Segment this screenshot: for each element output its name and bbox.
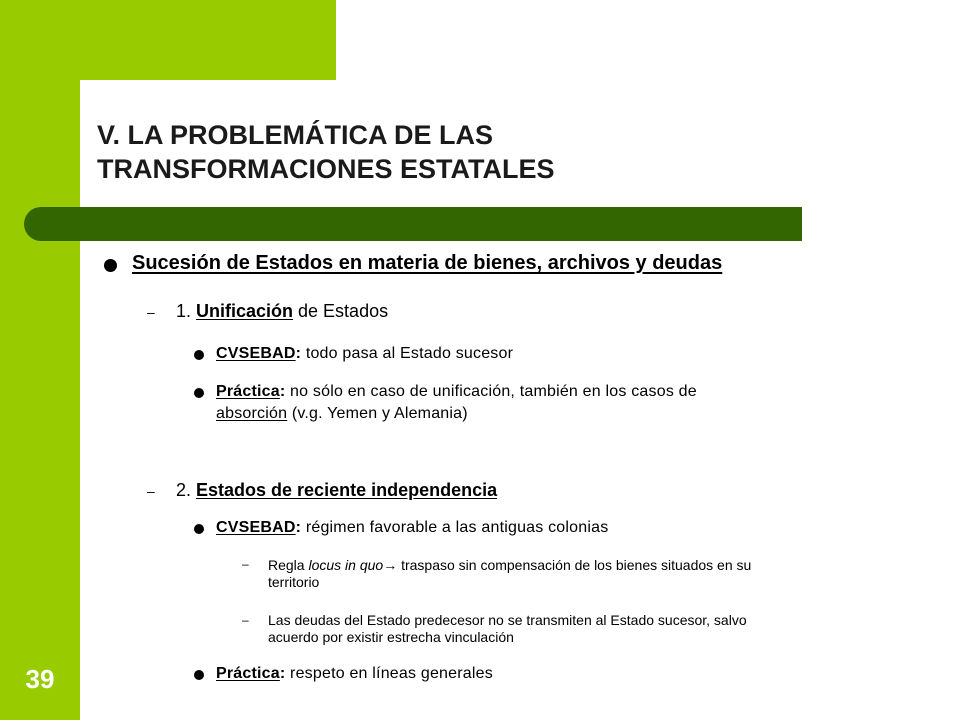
main-heading: Sucesión de Estados en materia de bienes, archivos y deudas — [132, 252, 723, 274]
term-colon: : — [295, 519, 302, 536]
sub-prefix: Regla — [268, 557, 309, 573]
slide-title-line-2: TRANSFORMACIONES ESTATALES — [97, 154, 555, 184]
section-1-item-1 — [216, 345, 513, 363]
term-practica: Práctica — [216, 383, 280, 400]
term-colon: : — [279, 665, 286, 682]
item-text: todo pasa al Estado sucesor — [301, 345, 514, 362]
section-2-sub-2-line-2: acuerdo por existir estrecha vinculación — [268, 629, 514, 645]
bullet-dot — [194, 388, 204, 398]
section-1-heading — [176, 301, 388, 322]
dash-marker: – — [242, 613, 249, 627]
locus-in-quo: locus in quo — [308, 557, 384, 573]
section-2-sub-1-line-1 — [268, 557, 751, 573]
bullet-dot — [194, 670, 204, 680]
bullet-dot — [194, 350, 204, 360]
slide-title — [97, 118, 797, 186]
dash-marker: – — [147, 483, 155, 499]
section-1-suffix: de Estados — [293, 301, 389, 321]
section-2-sub-1-line-2: territorio — [268, 574, 320, 590]
section-2-item-2 — [216, 665, 493, 683]
bullet-dot — [194, 524, 204, 534]
item-text: respeto en líneas generales — [285, 665, 493, 682]
item-text: régimen favorable a las antiguas colonias — [301, 519, 609, 536]
top-accent-band — [80, 0, 336, 80]
section-2-prefix: 2. — [176, 480, 197, 500]
section-2-item-1 — [216, 519, 608, 537]
sidebar-band — [0, 0, 80, 720]
item-text: no sólo en caso de unificación, también en los casos de — [285, 383, 697, 400]
section-2-sub-2-line-1: Las deudas del Estado predecesor no se transmiten al Estado sucesor, salvo — [268, 612, 747, 628]
slide-title-line-1: V. LA PROBLEMÁTICA DE LAS — [97, 120, 494, 150]
term-colon: : — [295, 345, 302, 362]
sub-text: traspaso sin compensación de los bienes situados en su — [397, 557, 752, 573]
arrow-icon: → — [383, 557, 398, 573]
dash-marker: – — [147, 304, 155, 320]
term-colon: : — [279, 383, 286, 400]
bullet-dot — [104, 259, 117, 272]
item-text: (v.g. Yemen y Alemania) — [287, 405, 468, 422]
section-2-heading — [176, 480, 497, 501]
term-cvsebad: CVSEBAD — [216, 519, 296, 536]
section-1-item-2-line-1 — [216, 383, 697, 401]
dash-marker: – — [242, 557, 249, 571]
keyword-absorcion: absorción — [216, 405, 288, 422]
section-1-keyword: Unificación — [196, 301, 294, 321]
term-practica: Práctica — [216, 665, 280, 682]
section-1-prefix: 1. — [176, 301, 197, 321]
section-2-keyword: Estados de reciente independencia — [196, 480, 498, 500]
section-1-item-2-line-2 — [216, 405, 468, 423]
title-underline-bar — [64, 207, 802, 241]
slide-number: 39 — [25, 664, 55, 694]
term-cvsebad: CVSEBAD — [216, 345, 296, 362]
